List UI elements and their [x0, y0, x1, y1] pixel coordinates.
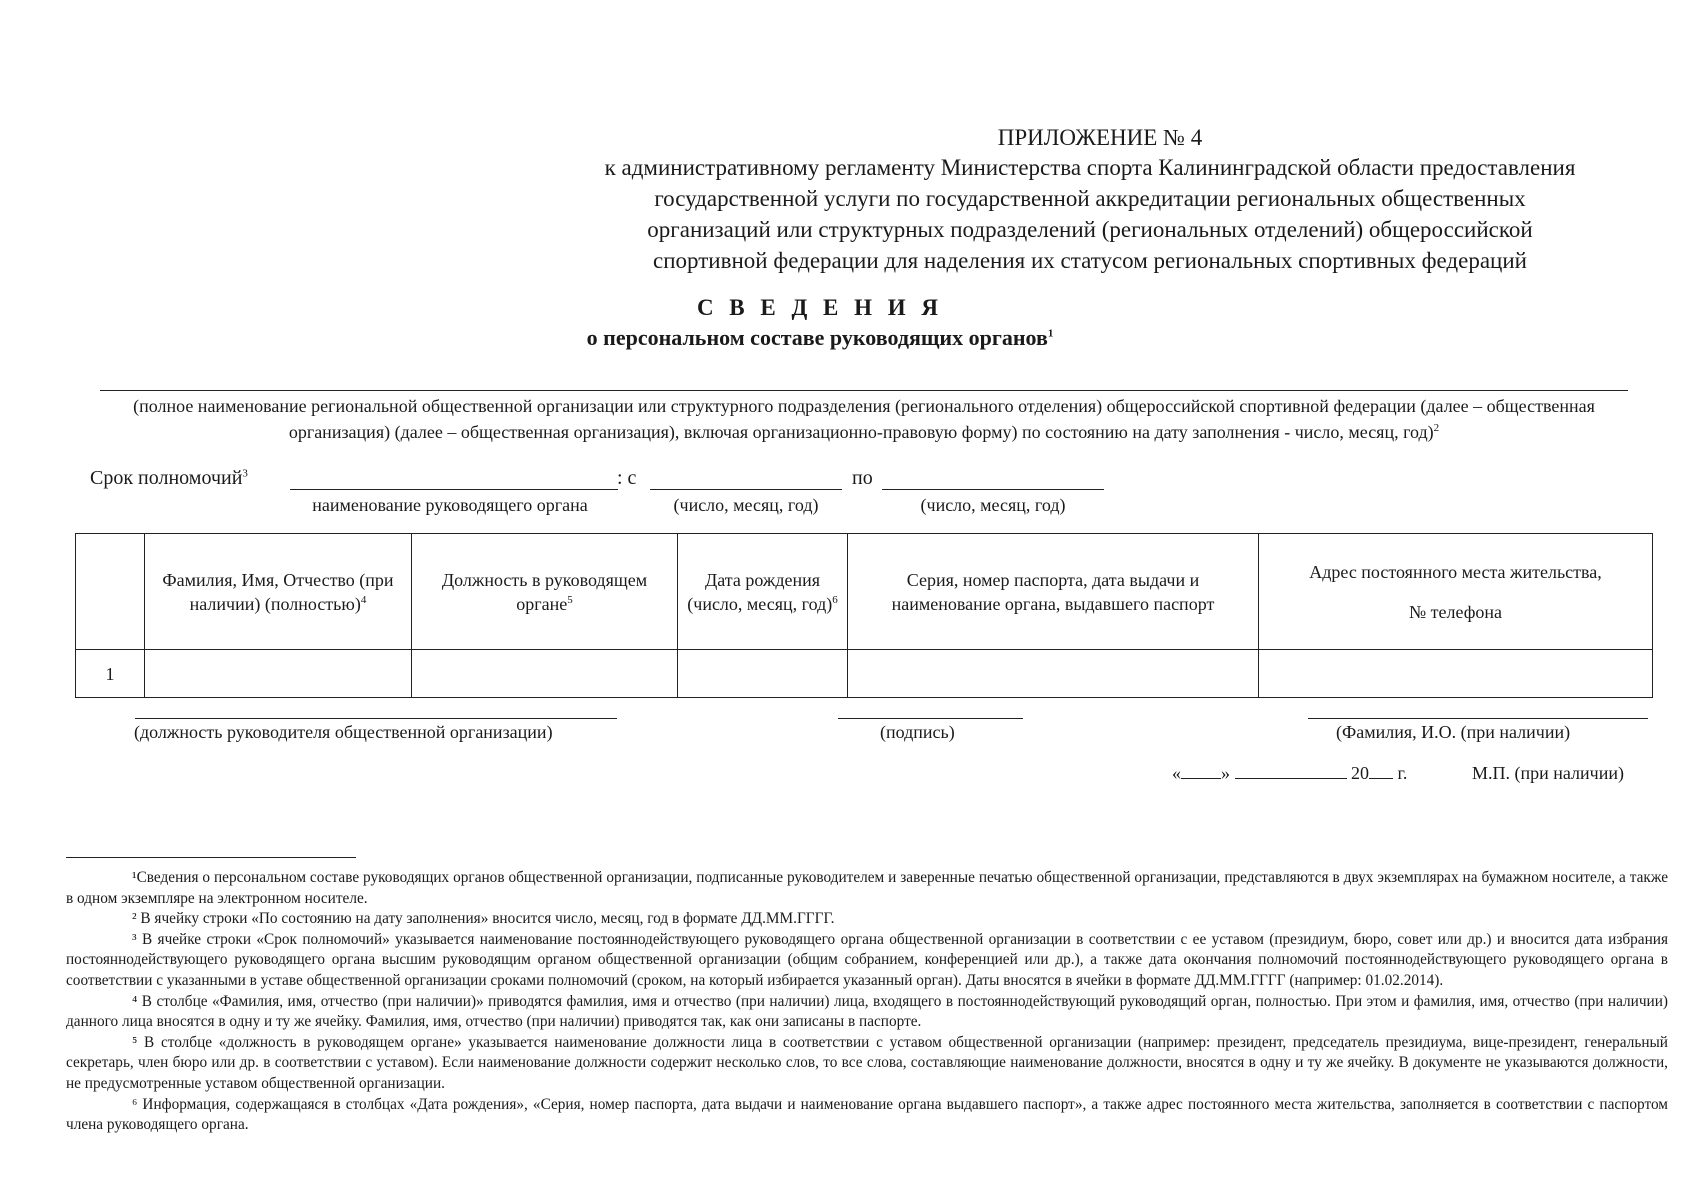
header-passport-text: Серия, номер паспорта, дата выдачи и наименование органа, выдавшего паспорт: [891, 569, 1215, 614]
header-position-text: Должность в руководящем органе: [441, 569, 648, 614]
footnote-separator: [66, 857, 356, 858]
name-signature-line[interactable]: [1308, 718, 1648, 719]
header-full-name-text: Фамилия, Имя, Отчество (при наличии) (полностью): [162, 569, 394, 614]
row-number: 1: [76, 650, 145, 698]
document-subtitle-text: о персональном составе руководящих органов: [586, 325, 1048, 350]
header-line-3: организаций или структурных подразделений (региональных отделений) общероссийской: [647, 217, 1533, 242]
footnote-4: ⁴ В столбце «Фамилия, имя, отчество (при наличии)» приводятся фамилия, имя и отчество (при наличии) лица, входящего в постояннодействующий руководящий орган, полностью. При этом и фамилия, имя, отчество (при наличии) данного лица вносятся в одну и ту же ячейку. Фамилия, имя, отчество (при наличии) приводятся так, как они записаны в паспорте.: [66, 992, 1668, 1031]
header-phone-text: № телефона: [1408, 601, 1502, 622]
org-name-caption-text: (полное наименование региональной общественной организации или структурного подразделения (регионального отделения) общероссийской спортивной федерации (далее – общественная организация) (далее – общественная организация), включая организационно-правовую форму) по состоянию на дату заполнения - число, месяц, год): [133, 396, 1595, 442]
term-to-caption: (число, месяц, год): [920, 495, 1066, 515]
signature-line[interactable]: [838, 718, 1023, 719]
term-from-caption: (число, месяц, год): [673, 495, 819, 515]
date-month-field[interactable]: [1235, 778, 1347, 779]
position-signature-line[interactable]: [135, 718, 617, 719]
footnote-1: ¹Сведения о персональном составе руководящих органов общественной организации, подписанные руководителем и заверенные печатью общественной организации, представляются в двух экземплярах на бумажном носителе, а также в одном экземпляре на электронном носителе.: [66, 869, 1668, 907]
header-passport: [848, 534, 1259, 650]
header-birth-date-text: Дата рождения (число, месяц, год): [687, 569, 833, 614]
header-full-name: [145, 534, 412, 650]
footnote-6: ⁶ Информация, содержащаяся в столбцах «Дата рождения», «Серия, номер паспорта, дата выдачи и наименование органа выдавшего паспорт», а также адрес постоянного места жительства, заполняется в соответствии с паспортом члена руководящего органа.: [66, 1095, 1668, 1134]
footnote-ref-3: 3: [242, 467, 248, 480]
org-name-line: [100, 390, 1628, 391]
term-to-field[interactable]: [882, 489, 1104, 490]
header-number: [76, 534, 145, 650]
organ-name-field[interactable]: [290, 489, 618, 490]
cell-full-name[interactable]: [145, 650, 412, 698]
header-address: [1259, 534, 1653, 650]
footnote-ref-1: 1: [1047, 327, 1054, 340]
footnote-2: ² В ячейку строки «По состоянию на дату заполнения» вносится число, месяц, год в формате ДД.ММ.ГГГГ.: [132, 910, 835, 928]
stamp-label: М.П. (при наличии): [1472, 763, 1624, 783]
date-day-field[interactable]: [1181, 778, 1221, 779]
governing-body-table: [75, 533, 1653, 698]
cell-birth-date[interactable]: [678, 650, 848, 698]
name-caption: (Фамилия, И.О. (при наличии): [1336, 722, 1571, 742]
document-subtitle: [520, 325, 1120, 351]
org-name-caption: [96, 393, 1632, 445]
header-line-2: государственной услуги по государственной аккредитации региональных общественных: [654, 186, 1526, 211]
header-line-1: к административному регламенту Министерства спорта Калининградской области предоставления: [604, 155, 1576, 180]
date-open-quote: «: [1172, 763, 1181, 783]
header-address-text: Адрес постоянного места жительства,: [1309, 561, 1602, 582]
header-position: [412, 534, 678, 650]
table-header-row: [76, 534, 1653, 650]
footnotes: [66, 868, 1668, 1136]
header-birth-date: [678, 534, 848, 650]
footnote-ref-6: 6: [832, 593, 838, 606]
footnote-ref-5: 5: [567, 593, 573, 606]
term-to-label: по: [852, 467, 873, 489]
date-year-suffix: г.: [1397, 763, 1408, 783]
footnote-ref-2: 2: [1433, 422, 1440, 434]
document-title: С В Е Д Е Н И Я: [696, 295, 944, 320]
term-label-text: Срок полномочий: [90, 467, 243, 489]
table-row: [76, 650, 1653, 698]
date-year-prefix: 20: [1351, 763, 1369, 783]
date-close-quote: »: [1221, 763, 1230, 783]
cell-address[interactable]: [1259, 650, 1653, 698]
term-label: [90, 467, 248, 490]
term-from-field[interactable]: [650, 489, 842, 490]
organ-name-caption: наименование руководящего органа: [312, 495, 588, 515]
footnote-3: ³ В ячейке строки «Срок полномочий» указывается наименование постояннодействующего руководящего органа общественной организации в соответствии с ее уставом (президиум, бюро, совет или др.) и вносится дата избрания постояннодействующего руководящего органа высшим руководящим органом общественной организации (общим собранием, конференцией или др.), а также дата окончания полномочий постояннодействующего руководящего органа в соответствии с указанными в уставе общественной организации сроками полномочий (сроком, на который избирается указанный орган). Даты вносятся в ячейки в формате ДД.ММ.ГГГГ (например: 01.02.2014).: [66, 930, 1668, 989]
signature-caption: (подпись): [880, 722, 955, 742]
date-row: [1172, 763, 1407, 784]
appendix-number: ПРИЛОЖЕНИЕ № 4: [997, 125, 1203, 150]
header-line-4: спортивной федерации для наделения их статусом региональных спортивных федераций: [653, 248, 1527, 273]
cell-passport[interactable]: [848, 650, 1259, 698]
cell-position[interactable]: [412, 650, 678, 698]
term-from-label: : с: [617, 467, 637, 489]
position-caption: (должность руководителя общественной организации): [134, 722, 553, 742]
date-year-field[interactable]: [1369, 778, 1393, 779]
footnote-ref-4: 4: [360, 593, 367, 606]
footnote-5: ⁵ В столбце «должность в руководящем органе» указывается наименование должности лица в соответствии с уставом общественной организации (например: президент, председатель президиума, вице-президент, генеральный секретарь, член бюро или др. в соответствии с уставом). Если наименование должности содержит несколько слов, то все слова, составляющие наименование должности, вносятся в одну и ту же ячейку. В документе не указываются должности, не предусмотренные уставом общественной организации.: [66, 1033, 1668, 1092]
